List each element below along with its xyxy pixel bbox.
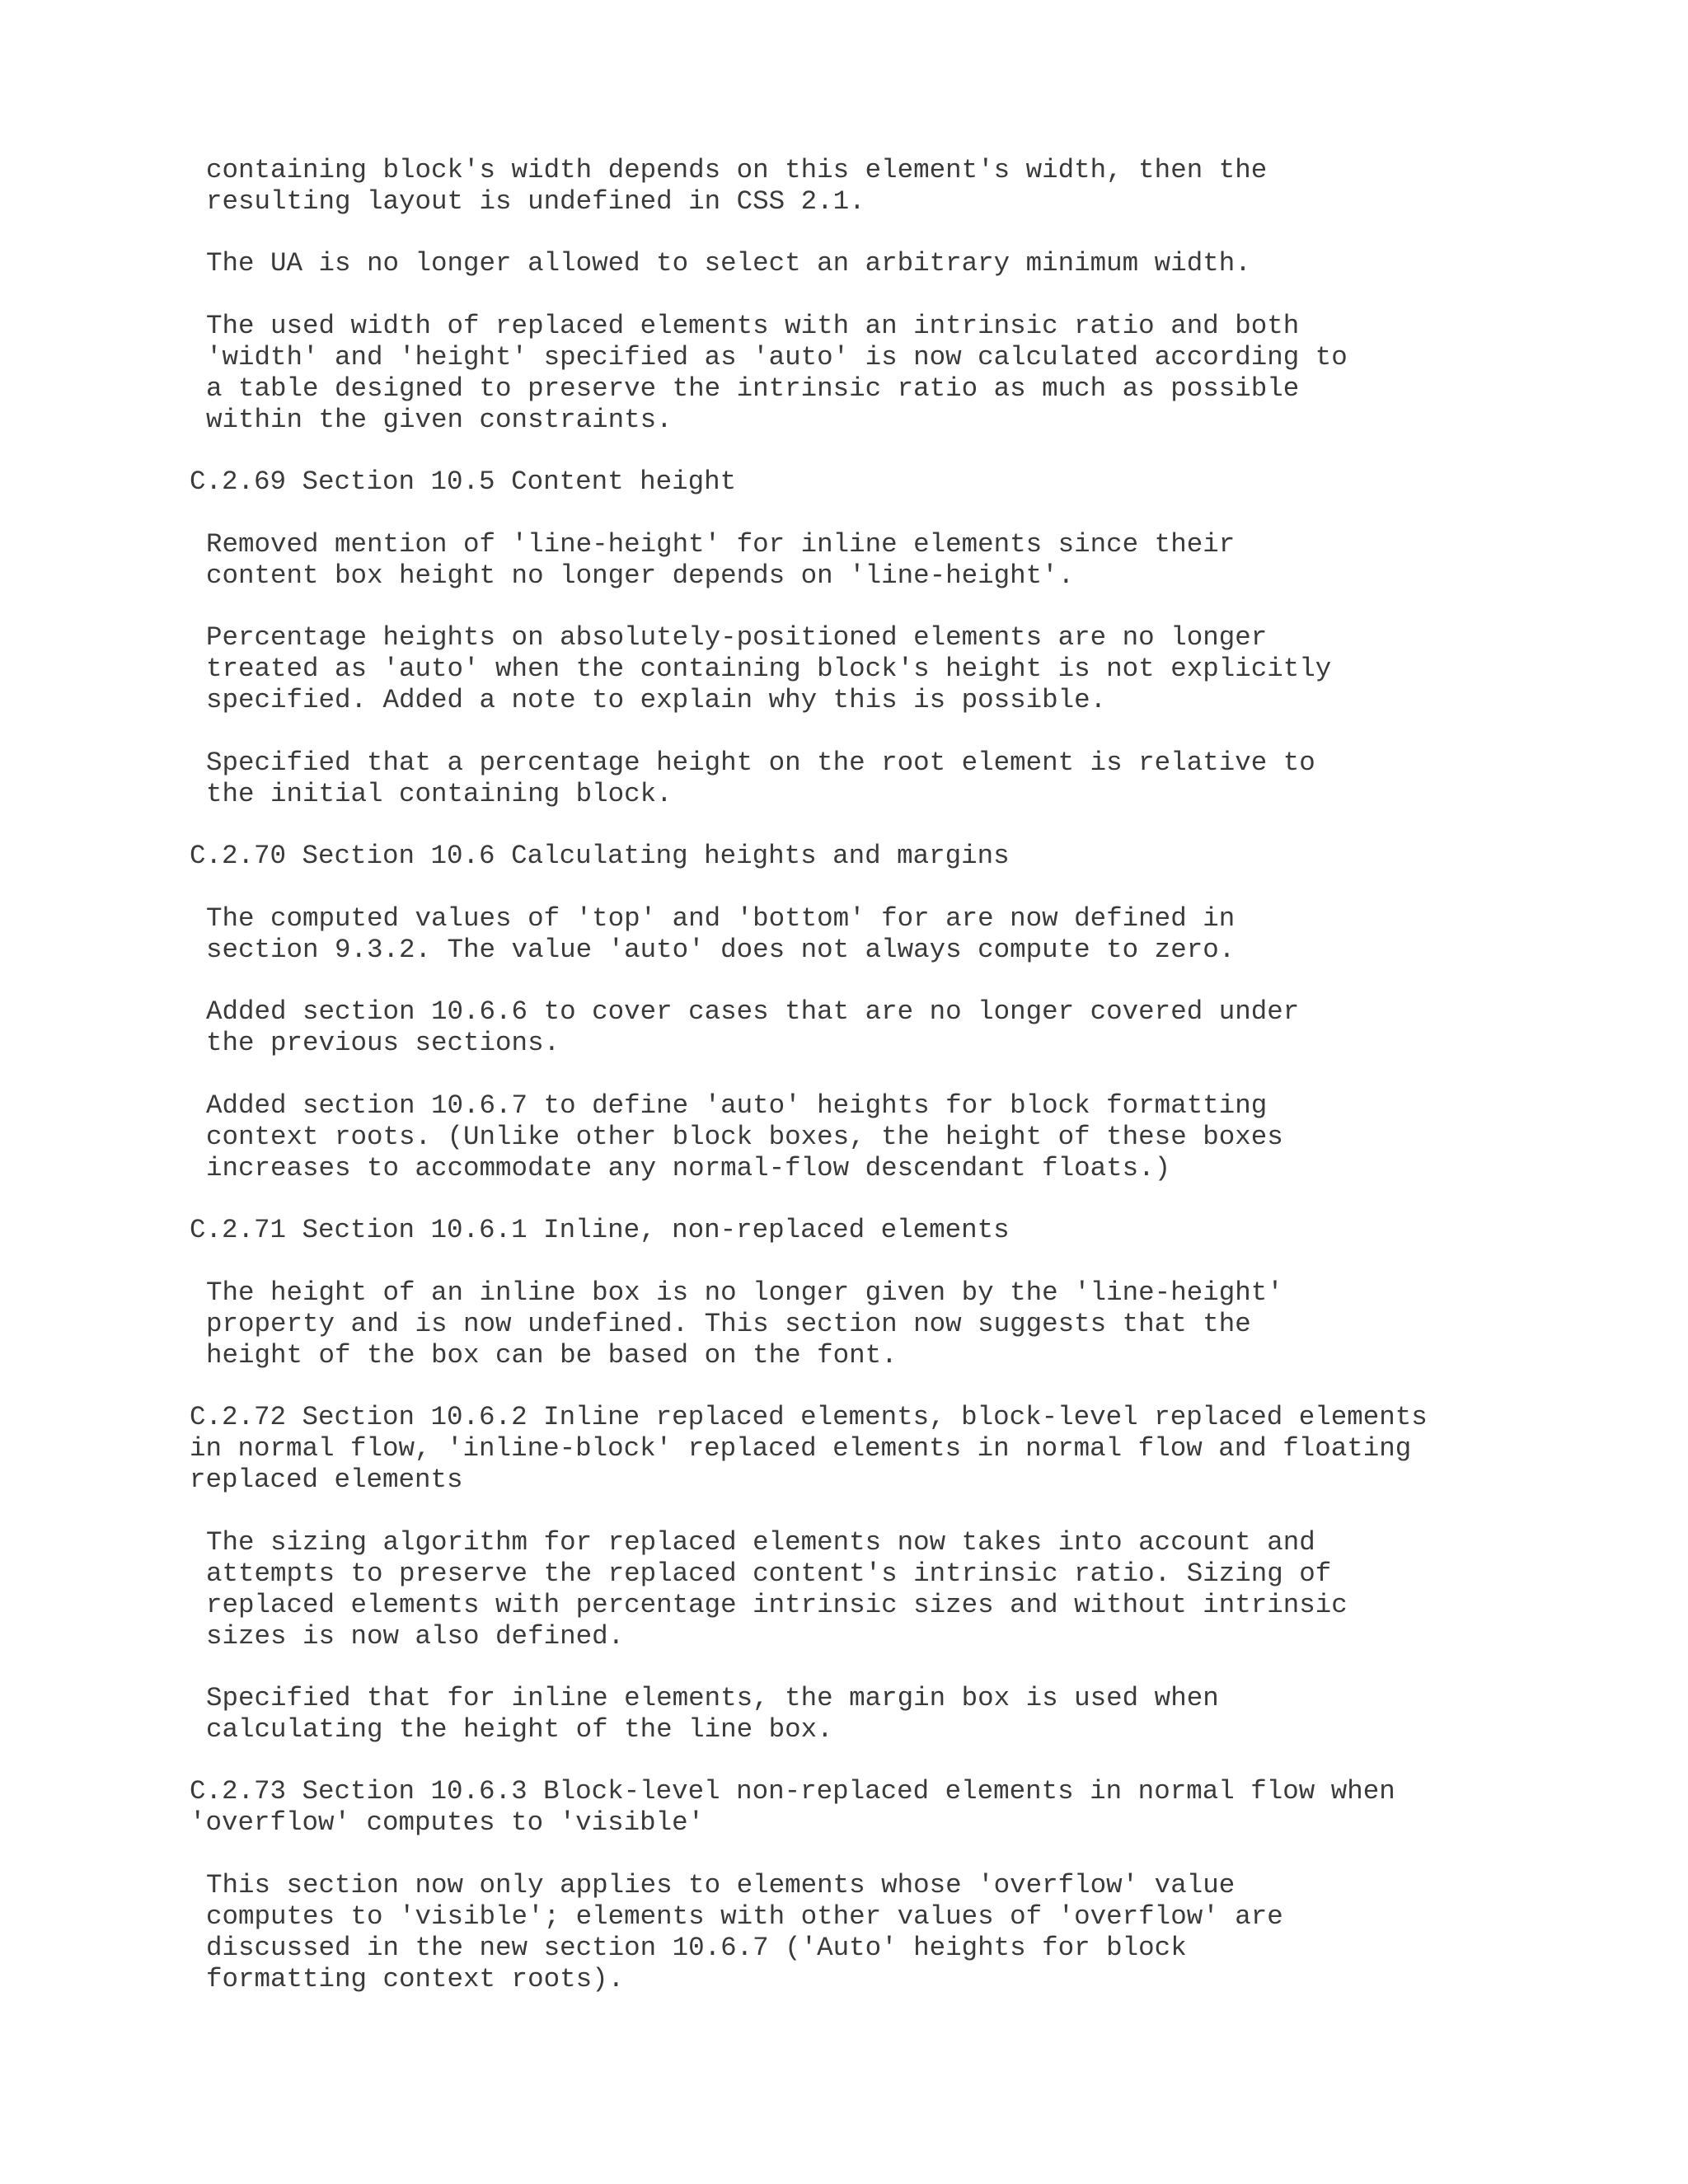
text-line: The height of an inline box is no longer given by the 'line-height': [206, 1277, 1283, 1308]
text-line: the previous sections.: [206, 1028, 560, 1058]
text-line: Percentage heights on absolutely-positioned elements are no longer: [206, 622, 1268, 653]
section-heading: in normal flow, 'inline-block' replaced elements in normal flow and floating: [190, 1433, 1412, 1464]
text-line: resulting layout is undefined in CSS 2.1.: [206, 186, 865, 217]
section-heading: 'overflow' computes to 'visible': [190, 1807, 705, 1838]
text-line: within the given constraints.: [206, 405, 673, 435]
text-line: specified. Added a note to explain why this is possible.: [206, 685, 1107, 715]
text-line: The UA is no longer allowed to select an arbitrary minimum width.: [206, 248, 1251, 279]
text-line: increases to accommodate any normal-flow descendant floats.): [206, 1153, 1171, 1183]
text-line: Added section 10.6.7 to define 'auto' heights for block formatting: [206, 1090, 1268, 1121]
text-line: containing block's width depends on this element's width, then the: [206, 155, 1268, 185]
text-line: sizes is now also defined.: [206, 1621, 625, 1652]
text-line: The used width of replaced elements with an intrinsic ratio and both: [206, 311, 1300, 341]
text-line: 'width' and 'height' specified as 'auto' is now calculated according to: [206, 342, 1348, 373]
text-line: Removed mention of 'line-height' for inline elements since their: [206, 529, 1236, 560]
text-line: computes to 'visible'; elements with other values of 'overflow' are: [206, 1901, 1283, 1932]
section-heading: replaced elements: [190, 1465, 463, 1495]
text-line: a table designed to preserve the intrinsic ratio as much as possible: [206, 373, 1300, 404]
text-line: discussed in the new section 10.6.7 ('Auto' heights for block: [206, 1933, 1187, 1963]
text-line: section 9.3.2. The value 'auto' does not always compute to zero.: [206, 935, 1236, 965]
text-line: replaced elements with percentage intrinsic sizes and without intrinsic: [206, 1590, 1348, 1620]
section-heading: C.2.69 Section 10.5 Content height: [190, 466, 737, 497]
text-line: height of the box can be based on the font.: [206, 1340, 898, 1371]
section-heading: C.2.71 Section 10.6.1 Inline, non-replaced elements: [190, 1215, 1010, 1245]
text-line: treated as 'auto' when the containing block's height is not explicitly: [206, 654, 1332, 684]
text-line: This section now only applies to elements whose 'overflow' value: [206, 1870, 1236, 1900]
text-line: attempts to preserve the replaced content's intrinsic ratio. Sizing of: [206, 1558, 1332, 1589]
section-heading: C.2.73 Section 10.6.3 Block-level non-replaced elements in normal flow when: [190, 1776, 1395, 1807]
text-line: Added section 10.6.6 to cover cases that are no longer covered under: [206, 996, 1300, 1027]
section-heading: C.2.70 Section 10.6 Calculating heights and margins: [190, 841, 1010, 871]
text-line: the initial containing block.: [206, 779, 673, 809]
text-line: formatting context roots).: [206, 1964, 625, 1994]
text-line: calculating the height of the line box.: [206, 1714, 833, 1745]
text-line: property and is now undefined. This section now suggests that the: [206, 1309, 1251, 1339]
text-line: The sizing algorithm for replaced elements now takes into account and: [206, 1527, 1315, 1558]
section-heading: C.2.72 Section 10.6.2 Inline replaced elements, block-level replaced elements: [190, 1402, 1428, 1432]
text-line: The computed values of 'top' and 'bottom' for are now defined in: [206, 903, 1236, 934]
text-line: content box height no longer depends on 'line-height'.: [206, 560, 1075, 591]
text-line: Specified that a percentage height on the root element is relative to: [206, 748, 1315, 778]
text-line: context roots. (Unlike other block boxes, the height of these boxes: [206, 1122, 1283, 1152]
text-line: Specified that for inline elements, the margin box is used when: [206, 1683, 1219, 1713]
